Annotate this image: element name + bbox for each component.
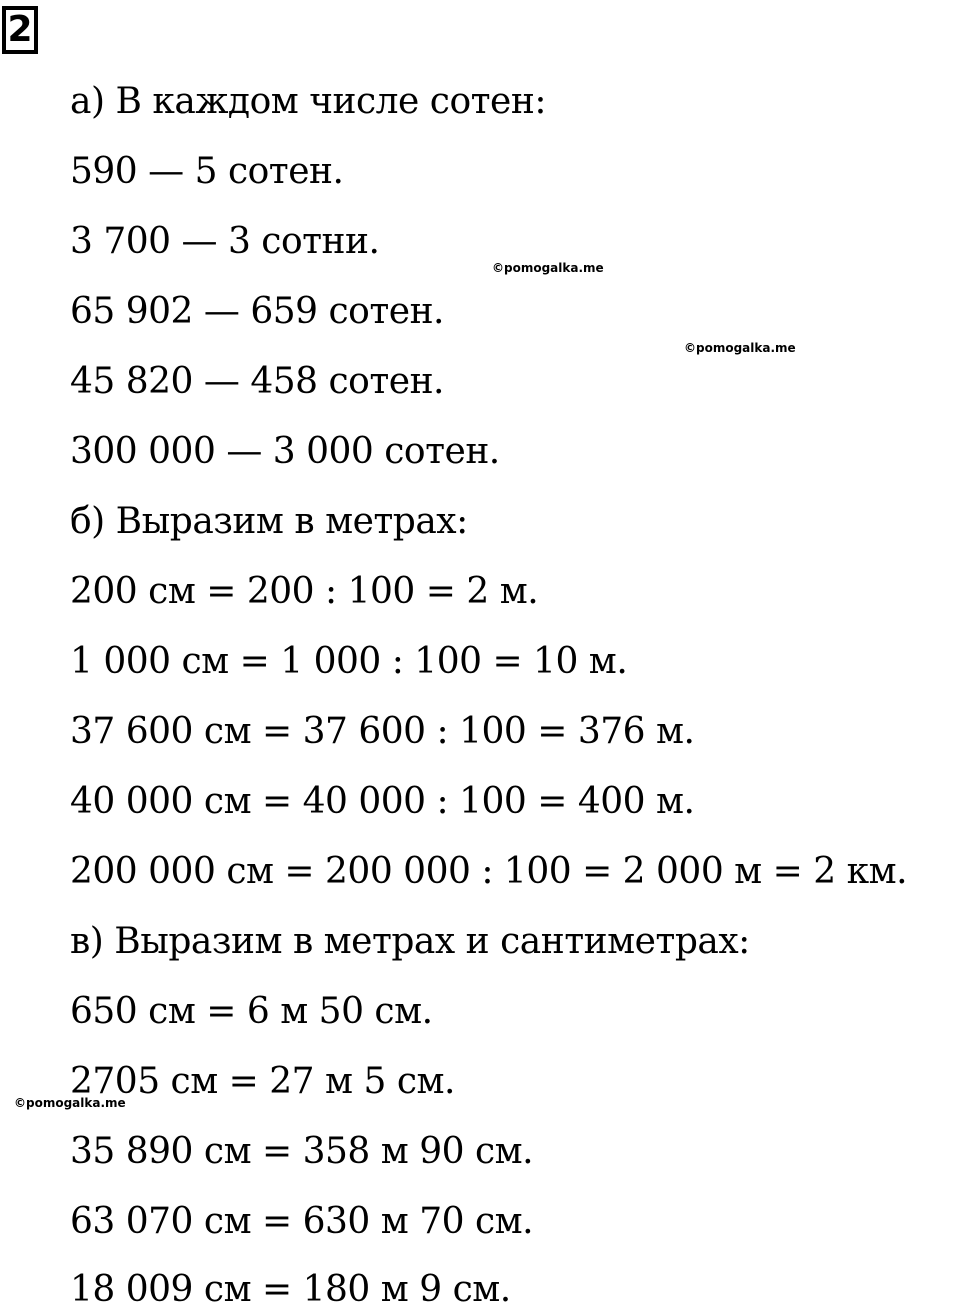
answer-line: 65 902 — 659 сотен. <box>70 291 445 332</box>
answer-line: 35 890 см = 358 м 90 см. <box>70 1131 534 1172</box>
answer-line: 200 см = 200 : 100 = 2 м. <box>70 571 539 612</box>
answer-line: 3 700 — 3 сотни. <box>70 221 380 262</box>
answer-line: 2705 см = 27 м 5 см. <box>70 1061 455 1102</box>
watermark: ©pomogalka.me <box>492 261 604 275</box>
answer-line: 18 009 см = 180 м 9 см. <box>70 1269 511 1310</box>
section-a-heading: а) В каждом числе сотен: <box>70 81 546 122</box>
task-number-box: 2 <box>2 6 38 54</box>
answer-line: 300 000 — 3 000 сотен. <box>70 431 500 472</box>
answer-line: 200 000 см = 200 000 : 100 = 2 000 м = 2 км. <box>70 851 908 892</box>
answer-line: 650 см = 6 м 50 см. <box>70 991 433 1032</box>
watermark: ©pomogalka.me <box>684 341 796 355</box>
answer-line: 1 000 см = 1 000 : 100 = 10 м. <box>70 641 628 682</box>
answer-line: 37 600 см = 37 600 : 100 = 376 м. <box>70 711 695 752</box>
answer-line: 40 000 см = 40 000 : 100 = 400 м. <box>70 781 695 822</box>
section-b-heading: б) Выразим в метрах: <box>70 501 468 542</box>
answer-line: 63 070 см = 630 м 70 см. <box>70 1201 534 1242</box>
answer-line: 590 — 5 сотен. <box>70 151 344 192</box>
watermark: ©pomogalka.me <box>14 1096 126 1110</box>
answer-line: 45 820 — 458 сотен. <box>70 361 445 402</box>
section-c-heading: в) Выразим в метрах и сантиметрах: <box>70 921 750 962</box>
